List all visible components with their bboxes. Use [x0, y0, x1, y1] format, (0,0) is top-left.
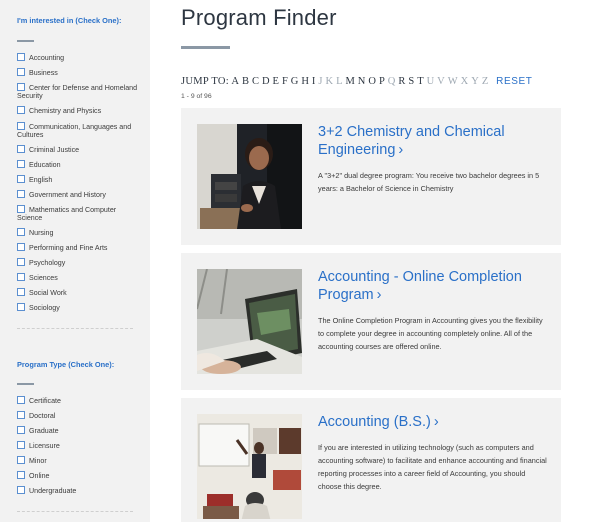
type-option-certificate[interactable]: Certificate [17, 396, 139, 405]
jump-letter-j: J [318, 76, 323, 87]
checkbox[interactable] [17, 145, 25, 153]
type-option-licensure[interactable]: Licensure [17, 441, 139, 450]
jump-letter-d[interactable]: D [261, 76, 270, 87]
type-filter-heading: Program Type (Check One): [17, 360, 115, 369]
filter-option-nursing[interactable]: Nursing [17, 228, 139, 237]
section-divider [17, 328, 133, 329]
checkbox[interactable] [17, 396, 25, 404]
checkbox[interactable] [17, 471, 25, 479]
checkbox[interactable] [17, 441, 25, 449]
filter-option-government[interactable]: Government and History [17, 190, 139, 199]
checkbox[interactable] [17, 411, 25, 419]
filter-option-accounting[interactable]: Accounting [17, 53, 139, 62]
program-description: If you are interested in utilizing technology (such as computers and accounting software) to facilitate and enhance accounting and financial reporting processes into a career field of Accounting, you should choose this degree. [318, 443, 547, 491]
checkbox[interactable] [17, 53, 25, 61]
program-title-link[interactable]: Accounting - Online Completion Program › [318, 269, 522, 303]
program-thumbnail-chemistry[interactable] [197, 124, 302, 229]
program-thumbnail-accounting-bs[interactable] [197, 414, 302, 519]
result-count: 1 - 9 of 96 [181, 93, 212, 100]
checkbox[interactable] [17, 486, 25, 494]
jump-letter-e[interactable]: E [272, 76, 280, 87]
checkbox[interactable] [17, 258, 25, 266]
jump-letter-i[interactable]: I [311, 76, 316, 87]
checkbox[interactable] [17, 456, 25, 464]
jump-letter-b[interactable]: B [241, 76, 250, 87]
jump-letter-h[interactable]: H [301, 76, 310, 87]
filter-option-social-work[interactable]: Social Work [17, 288, 139, 297]
page-title: Program Finder [181, 5, 337, 30]
title-rule [181, 46, 230, 49]
filter-option-chemistry[interactable]: Chemistry and Physics [17, 106, 139, 115]
checkbox[interactable] [17, 122, 25, 130]
section-divider [17, 511, 133, 512]
filter-option-psychology[interactable]: Psychology [17, 258, 139, 267]
program-card [181, 398, 561, 522]
jump-letter-u: U [426, 76, 435, 87]
checkbox[interactable] [17, 303, 25, 311]
alphabet-jump-nav [181, 76, 533, 87]
jump-letter-l: L [336, 76, 343, 87]
checkbox[interactable] [17, 106, 25, 114]
jump-letter-t[interactable]: T [417, 76, 424, 87]
checkbox[interactable] [17, 288, 25, 296]
checkbox[interactable] [17, 243, 25, 251]
jump-letter-p[interactable]: P [378, 76, 386, 87]
chevron-right-icon: › [433, 414, 439, 430]
filter-option-defense[interactable]: Center for Defense and Homeland Security [17, 84, 138, 101]
heading-rule [17, 383, 34, 385]
jump-letter-m[interactable]: M [345, 76, 356, 87]
program-description: A "3+2" dual degree program: You receive two bachelor degrees in 5 years: a Bachelor of Science in Chemistry [318, 171, 540, 193]
jump-letter-v: V [437, 76, 446, 87]
checkbox[interactable] [17, 228, 25, 236]
filter-option-education[interactable]: Education [17, 160, 139, 169]
chevron-right-icon: › [398, 142, 404, 158]
filter-option-performing-arts[interactable]: Performing and Fine Arts [17, 243, 139, 252]
filter-option-english[interactable]: English [17, 175, 139, 184]
checkbox[interactable] [17, 175, 25, 183]
jump-letter-a[interactable]: A [231, 76, 240, 87]
jump-letter-z: Z [481, 76, 489, 87]
type-option-minor[interactable]: Minor [17, 456, 139, 465]
checkbox[interactable] [17, 205, 25, 213]
checkbox[interactable] [17, 68, 25, 76]
jump-letter-c[interactable]: C [251, 76, 260, 87]
jump-letter-o[interactable]: O [368, 76, 377, 87]
filter-option-communication[interactable]: Communication, Languages and Cultures [17, 123, 132, 140]
jump-to-label: JUMP TO: [181, 76, 230, 87]
filter-option-business[interactable]: Business [17, 68, 139, 77]
jump-letter-r[interactable]: R [398, 76, 406, 87]
chevron-right-icon: › [376, 287, 382, 303]
checkbox[interactable] [17, 190, 25, 198]
jump-letter-w: W [447, 76, 458, 87]
filter-option-criminal-justice[interactable]: Criminal Justice [17, 145, 139, 154]
jump-letter-n[interactable]: N [357, 76, 366, 87]
jump-letter-g[interactable]: G [290, 76, 299, 87]
filter-option-sciences[interactable]: Sciences [17, 273, 139, 282]
program-title-link[interactable]: Accounting (B.S.) › [318, 414, 439, 430]
filter-option-mathematics[interactable]: Mathematics and Computer Science [17, 206, 117, 223]
type-option-graduate[interactable]: Graduate [17, 426, 139, 435]
jump-letter-f[interactable]: F [281, 76, 289, 87]
program-thumbnail-online-accounting[interactable] [197, 269, 302, 374]
jump-letter-s[interactable]: S [408, 76, 415, 87]
jump-letter-x: X [460, 76, 469, 87]
program-title-link[interactable]: 3+2 Chemistry and Chemical Engineering › [318, 124, 505, 158]
checkbox[interactable] [17, 426, 25, 434]
filter-option-sociology[interactable]: Sociology [17, 303, 139, 312]
heading-rule [17, 40, 34, 42]
type-option-online[interactable]: Online [17, 471, 139, 480]
checkbox[interactable] [17, 273, 25, 281]
jump-letter-y: Y [471, 76, 480, 87]
program-description: The Online Completion Program in Accounting gives you the flexibility to complete your degree in accounting completely online. All of the accounting courses are offered online. [318, 316, 543, 351]
jump-letter-k: K [325, 76, 334, 87]
program-card [181, 108, 561, 245]
filter-sidebar [0, 0, 150, 522]
interest-filter-heading: I'm interested in (Check One): [17, 16, 122, 25]
checkbox[interactable] [17, 160, 25, 168]
type-option-doctoral[interactable]: Doctoral [17, 411, 139, 420]
jump-letter-q: Q [387, 76, 396, 87]
program-card [181, 253, 561, 390]
type-option-undergraduate[interactable]: Undergraduate [17, 486, 139, 495]
reset-link[interactable]: RESET [496, 76, 533, 87]
checkbox[interactable] [17, 83, 25, 91]
